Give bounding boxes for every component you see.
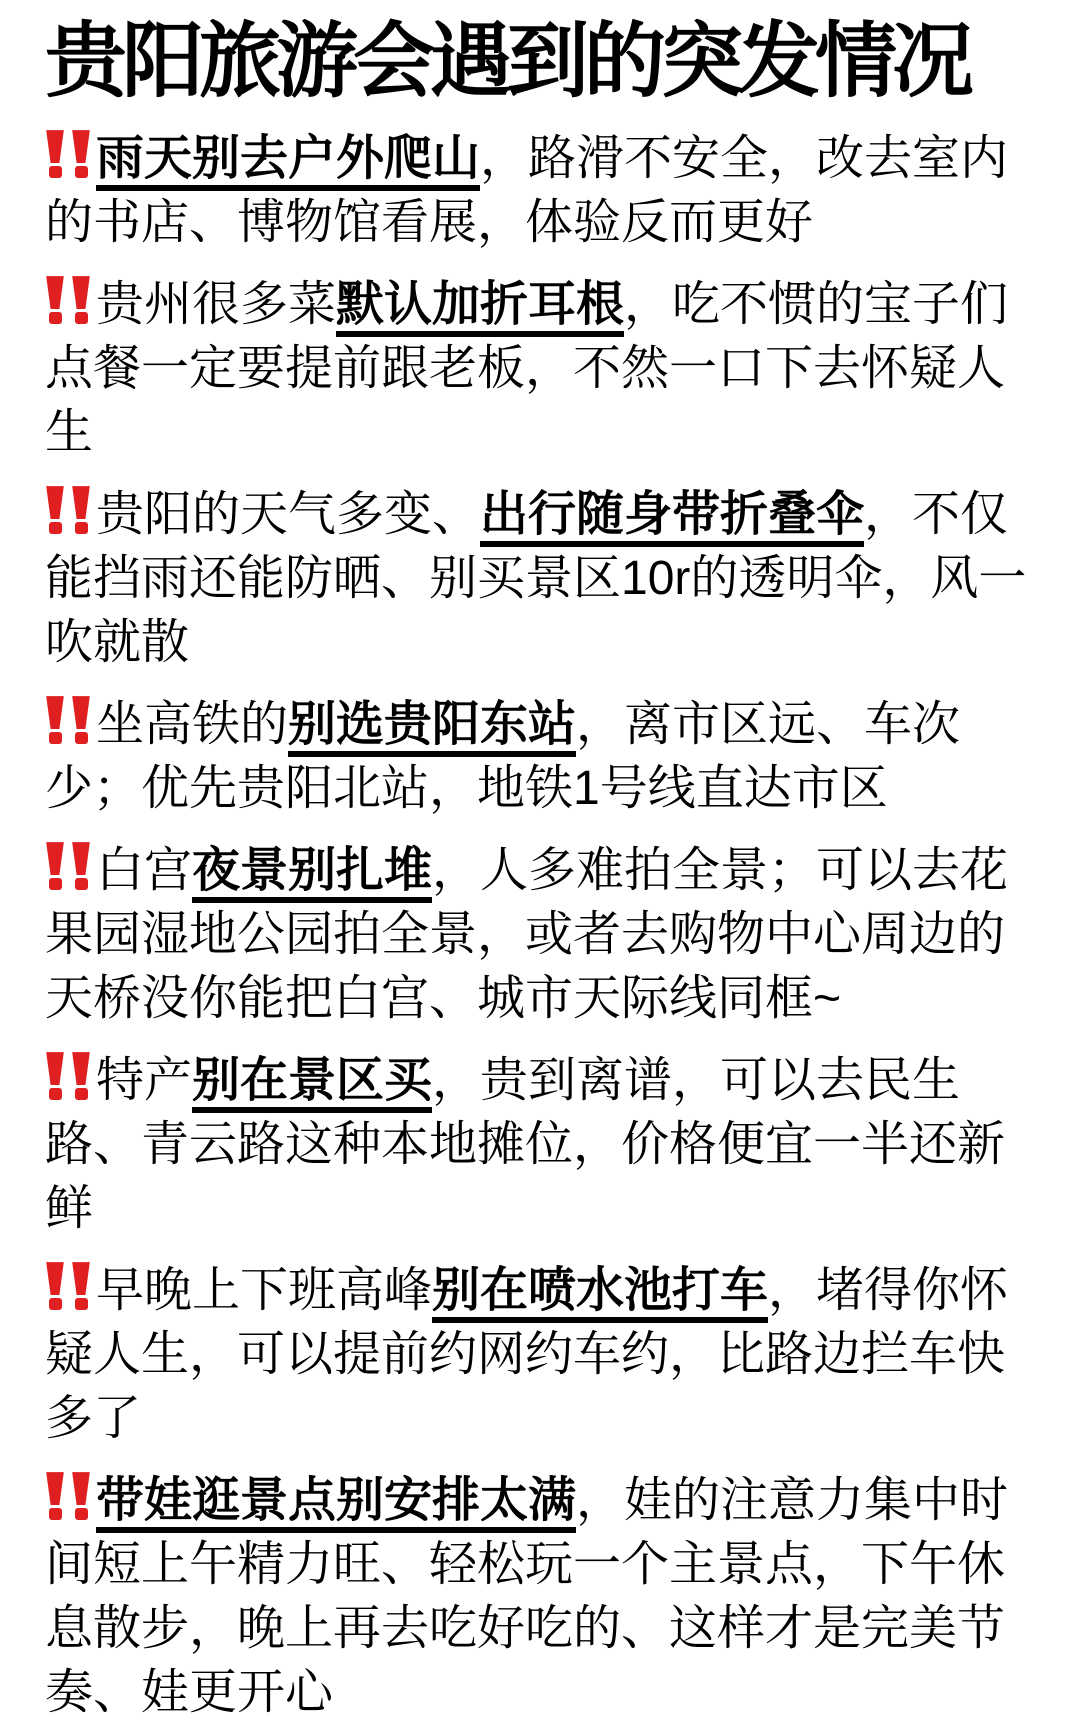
- tip-text: 贵阳的天气多变、: [96, 488, 481, 542]
- double-exclamation-icon: [45, 1050, 91, 1102]
- double-exclamation-icon: [45, 484, 91, 536]
- tip-text: 早晚上下班高峰: [96, 1264, 433, 1318]
- tip-text: ，路滑不安全，改去室内的书店、博物馆看展，体验反而更好: [45, 132, 1009, 250]
- tip-emphasis-text: 雨天别去户外爬山: [96, 132, 480, 191]
- tip-emphasis-text: 别在景区买: [192, 1054, 432, 1113]
- double-exclamation-icon: [45, 1260, 91, 1312]
- tip-text: ，不仅能挡雨还能防晒、别买景区10r的透明伞，风一吹就散: [45, 488, 1027, 670]
- tip-text: ，堵得你怀疑人生，可以提前约网约车约，比路边拦车快多了: [45, 1264, 1009, 1446]
- double-exclamation-icon: [45, 274, 91, 326]
- tip-text: ，贵到离谱，可以去民生路、青云路这种本地摊位，价格便宜一半还新鲜: [45, 1054, 1006, 1236]
- tip-emphasis-text: 别选贵阳东站: [288, 698, 576, 757]
- double-exclamation-icon: [45, 1470, 91, 1522]
- tip-paragraph: [45, 839, 1044, 1031]
- tip-text: 贵州很多菜: [96, 278, 337, 332]
- tip-text: ，离市区远、车次少；优先贵阳北站，地铁1号线直达市区: [45, 698, 961, 816]
- tip-paragraph: [45, 1469, 1044, 1725]
- double-exclamation-icon: [45, 694, 91, 746]
- tip-text: 白宫: [96, 844, 193, 898]
- tip-paragraph: [45, 483, 1044, 675]
- tip-text: 坐高铁的: [96, 698, 289, 752]
- tip-paragraph: [45, 127, 1044, 255]
- double-exclamation-icon: [45, 840, 91, 892]
- tip-paragraph: [45, 1049, 1044, 1241]
- tip-emphasis-text: 默认加折耳根: [336, 278, 624, 337]
- tip-emphasis-text: 出行随身带折叠伞: [480, 488, 864, 547]
- tip-paragraph: [45, 273, 1044, 465]
- double-exclamation-icon: [45, 128, 91, 180]
- tips-list: [45, 127, 1044, 1725]
- tip-text: ，娃的注意力集中时间短上午精力旺、轻松玩一个主景点，下午休息散步，晚上再去吃好吃的、这样才是完美节奏、娃更开心: [45, 1474, 1009, 1720]
- tip-paragraph: [45, 693, 1044, 821]
- tip-paragraph: [45, 1259, 1044, 1451]
- page-title: 贵阳旅游会遇到的突发情况: [45, 16, 970, 107]
- tip-text: ，吃不惯的宝子们点餐一定要提前跟老板，不然一口下去怀疑人生: [45, 278, 1009, 460]
- tip-emphasis-text: 别在喷水池打车: [432, 1264, 768, 1323]
- tip-emphasis-text: 带娃逛景点别安排太满: [96, 1474, 576, 1533]
- tip-text: 特产: [96, 1054, 193, 1108]
- tip-text: ，人多难拍全景；可以去花果园湿地公园拍全景，或者去购物中心周边的天桥没你能把白宫、城市天际线同框~: [45, 844, 1009, 1026]
- tip-emphasis-text: 夜景别扎堆: [192, 844, 432, 903]
